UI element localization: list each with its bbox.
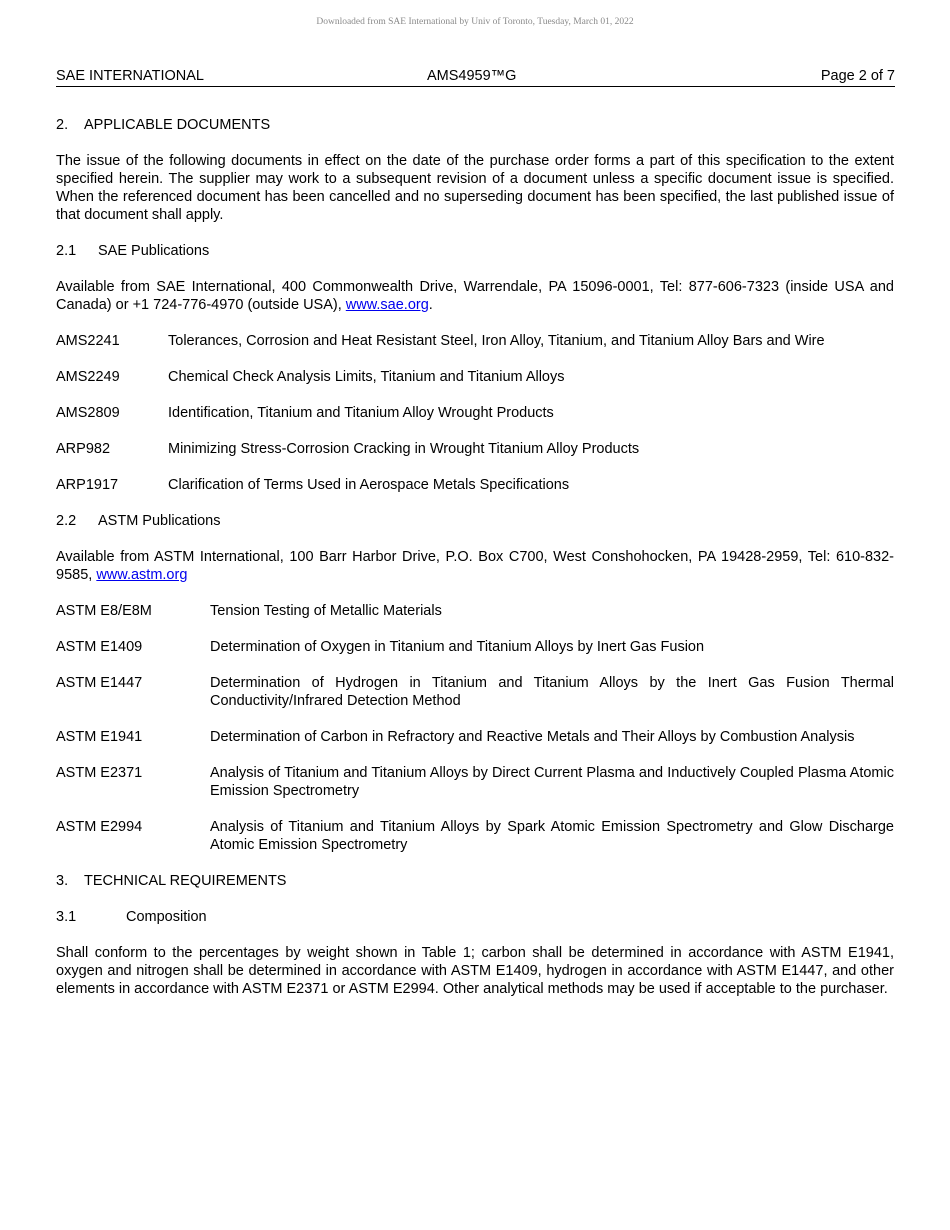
doc-title: Determination of Carbon in Refractory and Reactive Metals and Their Alloys by Combustion Analysis <box>210 729 855 745</box>
section-title: APPLICABLE DOCUMENTS <box>84 117 271 133</box>
astm-doc-row <box>56 674 894 710</box>
doc-title: Analysis of Titanium and Titanium Alloys by Spark Atomic Emission Spectrometry and Glow Discharge Atomic Emission Spectrometry <box>210 819 894 853</box>
astm-availability-text: Available from ASTM International, 100 Barr Harbor Drive, P.O. Box C700, West Conshohocken, PA 19428-2959, Tel: 610-832-9585, <box>56 549 894 583</box>
doc-code: AMS2809 <box>56 405 120 421</box>
section-heading-2-1 <box>56 242 894 260</box>
doc-title: Tolerances, Corrosion and Heat Resistant Steel, Iron Alloy, Titanium, and Titanium Alloy Bars and Wire <box>168 333 825 349</box>
section-title: TECHNICAL REQUIREMENTS <box>84 873 287 889</box>
doc-title: Determination of Oxygen in Titanium and Titanium Alloys by Inert Gas Fusion <box>210 639 705 655</box>
sae-website-link[interactable]: www.sae.org <box>345 297 429 313</box>
doc-code: ASTM E8/E8M <box>56 603 152 619</box>
doc-code: ASTM E2371 <box>56 765 143 781</box>
section-heading-3-1 <box>56 908 894 926</box>
doc-code: ARP982 <box>56 441 111 457</box>
doc-code: AMS2241 <box>56 333 120 349</box>
astm-doc-row <box>56 728 894 746</box>
header-page-number: Page 2 of 7 <box>820 68 895 84</box>
sae-doc-row <box>56 440 894 458</box>
doc-code: AMS2249 <box>56 369 120 385</box>
section-number: 3. <box>56 873 69 889</box>
applicable-documents-paragraph: The issue of the following documents in effect on the date of the purchase order forms a part of this specification to the extent specified herein. The supplier may work to a subsequent revision of a document unless a specific document issue is specified. When the referenced document has been cancelled and no superseding document has been specified, the last published issue of that document shall apply. <box>56 153 894 223</box>
section-title: Composition <box>126 909 207 925</box>
doc-code: ASTM E1409 <box>56 639 143 655</box>
doc-title: Minimizing Stress-Corrosion Cracking in Wrought Titanium Alloy Products <box>168 441 640 457</box>
doc-title: Tension Testing of Metallic Materials <box>210 603 442 619</box>
composition-paragraph: Shall conform to the percentages by weight shown in Table 1; carbon shall be determined in accordance with ASTM E1941, oxygen and nitrogen shall be determined in accordance with ASTM E1409, hydrogen in accordance with ASTM E1447, and other elements in accordance with ASTM E2371 or ASTM E2994. Other analytical methods may be used if acceptable to the purchaser. <box>56 945 894 997</box>
doc-code: ASTM E2994 <box>56 819 143 835</box>
section-title: SAE Publications <box>98 243 210 259</box>
sae-availability-paragraph <box>56 278 894 314</box>
astm-doc-row <box>56 818 894 854</box>
sae-availability-text: Available from SAE International, 400 Commonwealth Drive, Warrendale, PA 15096-0001, Tel: 877-606-7323 (inside USA and Canada) or +1 724-776-4970 (outside USA), <box>56 279 894 313</box>
astm-website-link[interactable]: www.astm.org <box>96 567 188 583</box>
doc-title: Chemical Check Analysis Limits, Titanium and Titanium Alloys <box>168 369 565 385</box>
doc-title: Analysis of Titanium and Titanium Alloys by Direct Current Plasma and Inductively Coupled Plasma Atomic Emission Spectrometry <box>210 765 894 799</box>
doc-title: Clarification of Terms Used in Aerospace Metals Specifications <box>168 477 570 493</box>
section-number: 3.1 <box>56 909 77 925</box>
doc-code: ASTM E1941 <box>56 729 143 745</box>
sae-doc-row <box>56 404 894 422</box>
section-number: 2.1 <box>56 243 77 259</box>
download-watermark: Downloaded from SAE International by Univ of Toronto, Tuesday, March 01, 2022 <box>316 17 634 27</box>
sae-availability-end: . <box>428 297 433 313</box>
header-doc-number: AMS4959™G <box>427 68 517 84</box>
doc-title: Identification, Titanium and Titanium Alloy Wrought Products <box>168 405 554 421</box>
doc-title: Determination of Hydrogen in Titanium and Titanium Alloys by the Inert Gas Fusion Thermal Conductivity/Infrared Detection Method <box>210 675 894 709</box>
section-number: 2. <box>56 117 69 133</box>
section-number: 2.2 <box>56 513 77 529</box>
document-body <box>56 116 894 998</box>
astm-availability-paragraph <box>56 548 894 584</box>
section-heading-3 <box>56 872 894 890</box>
section-heading-2-2 <box>56 512 894 530</box>
astm-doc-row <box>56 764 894 800</box>
astm-doc-row <box>56 638 894 656</box>
sae-doc-row <box>56 368 894 386</box>
sae-doc-row <box>56 476 894 494</box>
header-publisher: SAE INTERNATIONAL <box>56 68 204 84</box>
sae-doc-row <box>56 332 894 350</box>
section-heading-2 <box>56 116 894 134</box>
section-title: ASTM Publications <box>98 513 221 529</box>
doc-code: ARP1917 <box>56 477 119 493</box>
astm-doc-row <box>56 602 894 620</box>
page-header <box>56 67 895 87</box>
doc-code: ASTM E1447 <box>56 675 143 691</box>
